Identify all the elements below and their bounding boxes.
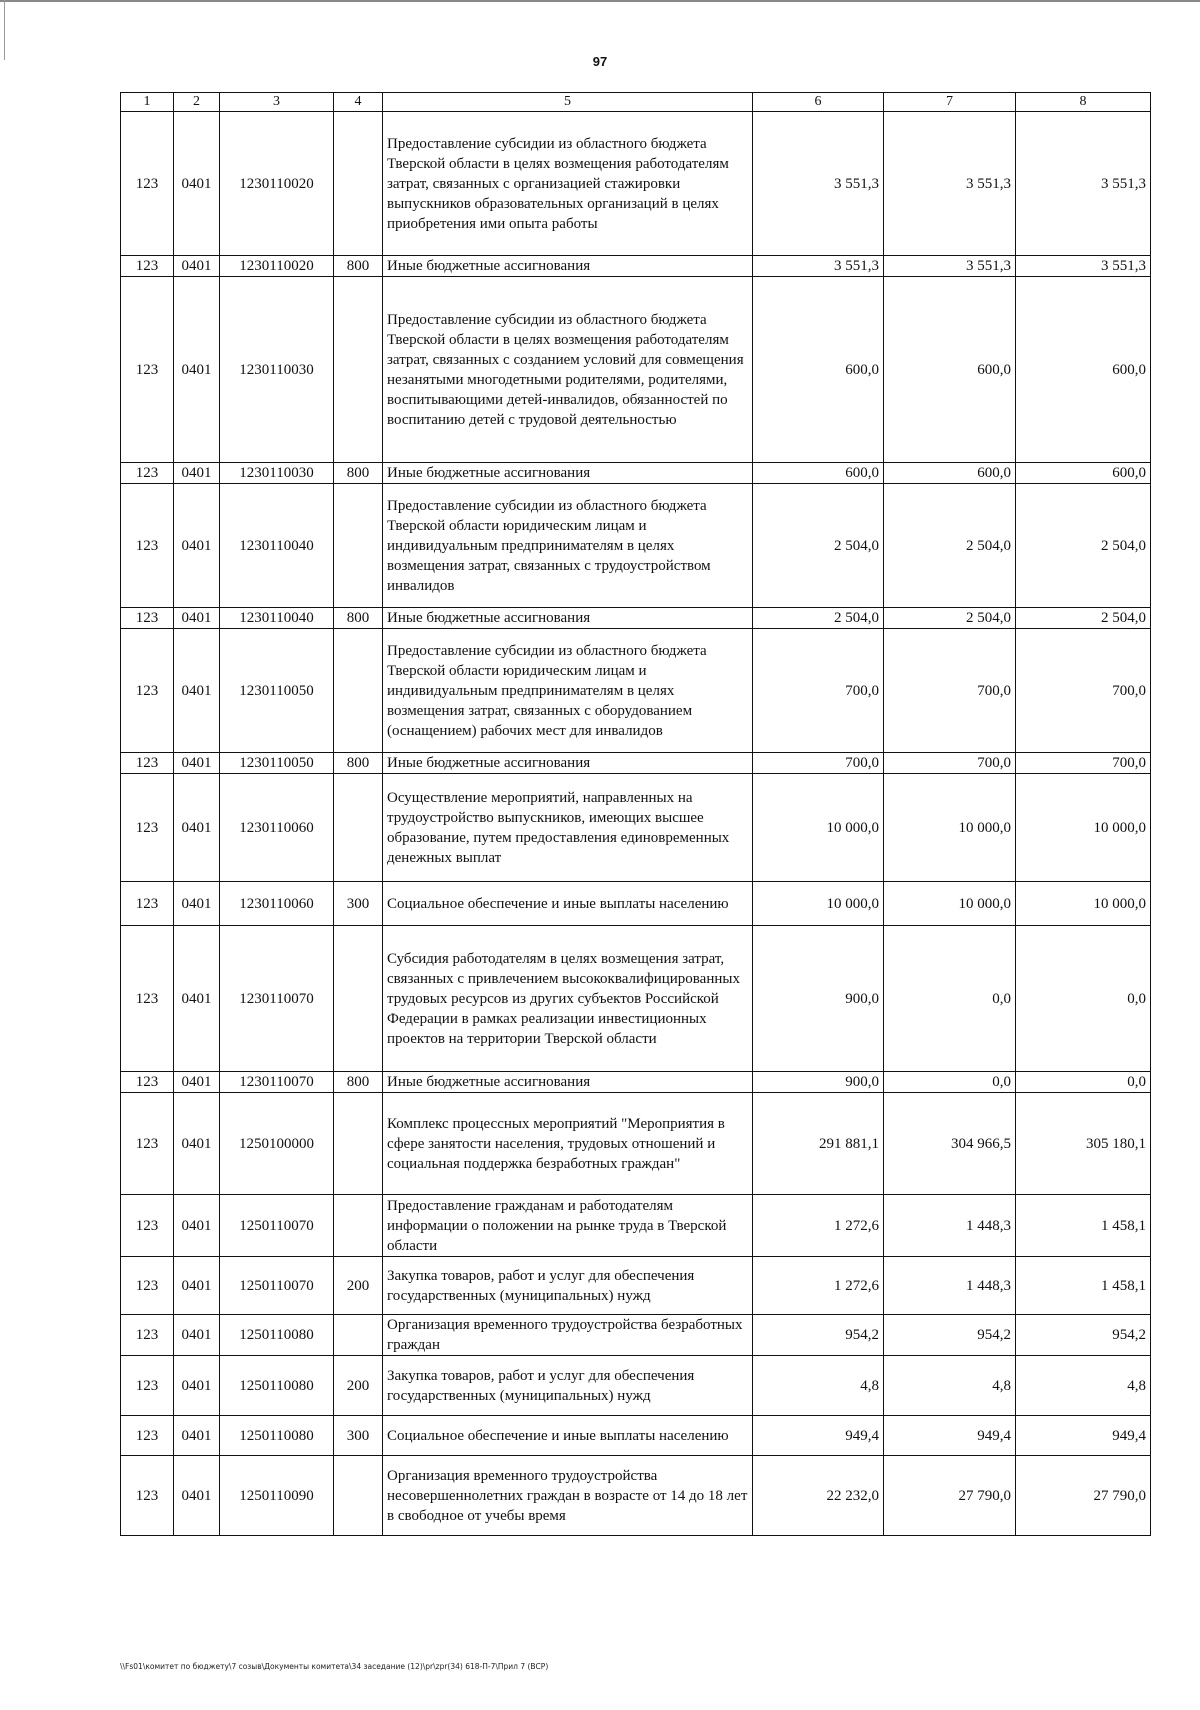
cell-amount-year3: 3 551,3 (1016, 112, 1151, 256)
cell-amount-year2: 600,0 (884, 463, 1016, 484)
cell-expense-type: 800 (334, 463, 383, 484)
cell-amount-year1: 10 000,0 (753, 882, 884, 926)
cell-expense-type (334, 1315, 383, 1356)
cell-amount-year1: 949,4 (753, 1416, 884, 1456)
cell-description: Предоставление субсидии из областного бюджета Тверской области юридическим лицам и индивидуальным предпринимателям в целях возмещения затрат, связанных с трудоустройством инвалидов (383, 484, 753, 608)
cell-target-article: 1230110030 (220, 463, 334, 484)
cell-amount-year2: 3 551,3 (884, 256, 1016, 277)
table-row (121, 608, 1151, 629)
cell-gp: 123 (121, 256, 174, 277)
cell-amount-year3: 949,4 (1016, 1416, 1151, 1456)
cell-amount-year1: 3 551,3 (753, 256, 884, 277)
cell-description: Закупка товаров, работ и услуг для обеспечения государственных (муниципальных) нужд (383, 1356, 753, 1416)
cell-amount-year3: 305 180,1 (1016, 1093, 1151, 1195)
cell-amount-year2: 1 448,3 (884, 1195, 1016, 1257)
cell-target-article: 1230110040 (220, 608, 334, 629)
cell-target-article: 1230110020 (220, 256, 334, 277)
page-number: 97 (592, 54, 608, 69)
cell-amount-year3: 27 790,0 (1016, 1456, 1151, 1536)
cell-gp: 123 (121, 1356, 174, 1416)
cell-gp: 123 (121, 1315, 174, 1356)
cell-expense-type (334, 1093, 383, 1195)
cell-expense-type: 200 (334, 1356, 383, 1416)
cell-gp: 123 (121, 629, 174, 753)
cell-amount-year3: 600,0 (1016, 277, 1151, 463)
cell-amount-year2: 1 448,3 (884, 1257, 1016, 1315)
column-header: 8 (1016, 93, 1151, 112)
cell-amount-year2: 954,2 (884, 1315, 1016, 1356)
cell-amount-year2: 949,4 (884, 1416, 1016, 1456)
cell-amount-year3: 0,0 (1016, 926, 1151, 1072)
footer-file-path: \\Fs01\комитет по бюджету\7 созыв\Документы комитета\34 заседание (12)\pr\zpr(34) 618-П-7\Прил 7 (ВСР) (120, 1662, 549, 1671)
cell-description: Иные бюджетные ассигнования (383, 463, 753, 484)
cell-expense-type: 300 (334, 1416, 383, 1456)
column-header: 2 (174, 93, 220, 112)
cell-description: Закупка товаров, работ и услуг для обеспечения государственных (муниципальных) нужд (383, 1257, 753, 1315)
cell-expense-type (334, 926, 383, 1072)
cell-expense-type: 200 (334, 1257, 383, 1315)
cell-section: 0401 (174, 1195, 220, 1257)
table-row (121, 1093, 1151, 1195)
cell-description: Предоставление субсидии из областного бюджета Тверской области в целях возмещения работодателям затрат, связанных с созданием условий для совмещения незанятыми многодетными родителями, родителями, воспитывающими детей-инвалидов, обязанностей по воспитанию детей с трудовой деятельностью (383, 277, 753, 463)
cell-target-article: 1250110070 (220, 1195, 334, 1257)
table-row (121, 1456, 1151, 1536)
table-row (121, 484, 1151, 608)
cell-description: Субсидия работодателям в целях возмещения затрат, связанных с привлечением высококвалифицированных трудовых ресурсов из других субъектов Российской Федерации в рамках реализации инвестиционных проектов на территории Тверской области (383, 926, 753, 1072)
column-header: 3 (220, 93, 334, 112)
cell-amount-year2: 4,8 (884, 1356, 1016, 1416)
cell-section: 0401 (174, 1257, 220, 1315)
column-header: 1 (121, 93, 174, 112)
cell-target-article: 1250110070 (220, 1257, 334, 1315)
cell-expense-type (334, 1456, 383, 1536)
table-row (121, 1315, 1151, 1356)
cell-amount-year2: 3 551,3 (884, 112, 1016, 256)
cell-section: 0401 (174, 1456, 220, 1536)
scan-top-edge (0, 0, 1200, 2)
cell-gp: 123 (121, 774, 174, 882)
cell-gp: 123 (121, 112, 174, 256)
cell-target-article: 1230110040 (220, 484, 334, 608)
cell-amount-year3: 700,0 (1016, 629, 1151, 753)
cell-target-article: 1230110060 (220, 774, 334, 882)
cell-amount-year1: 4,8 (753, 1356, 884, 1416)
cell-section: 0401 (174, 1356, 220, 1416)
cell-section: 0401 (174, 256, 220, 277)
cell-expense-type (334, 112, 383, 256)
cell-description: Предоставление субсидии из областного бюджета Тверской области юридическим лицам и индивидуальным предпринимателям в целях возмещения затрат, связанных с оборудованием (оснащением) рабочих мест для инвалидов (383, 629, 753, 753)
cell-gp: 123 (121, 926, 174, 1072)
cell-amount-year1: 3 551,3 (753, 112, 884, 256)
column-header: 7 (884, 93, 1016, 112)
cell-gp: 123 (121, 608, 174, 629)
cell-amount-year2: 10 000,0 (884, 882, 1016, 926)
cell-description: Социальное обеспечение и иные выплаты населению (383, 882, 753, 926)
cell-amount-year1: 22 232,0 (753, 1456, 884, 1536)
cell-gp: 123 (121, 1195, 174, 1257)
cell-expense-type (334, 629, 383, 753)
table-row (121, 629, 1151, 753)
cell-description: Социальное обеспечение и иные выплаты населению (383, 1416, 753, 1456)
cell-amount-year3: 10 000,0 (1016, 882, 1151, 926)
cell-amount-year3: 700,0 (1016, 753, 1151, 774)
cell-amount-year3: 3 551,3 (1016, 256, 1151, 277)
cell-expense-type (334, 774, 383, 882)
cell-amount-year3: 1 458,1 (1016, 1195, 1151, 1257)
cell-section: 0401 (174, 926, 220, 1072)
scan-left-edge (4, 0, 5, 60)
table-body (121, 112, 1151, 1536)
cell-expense-type: 800 (334, 753, 383, 774)
cell-amount-year2: 0,0 (884, 926, 1016, 1072)
cell-section: 0401 (174, 882, 220, 926)
table-row (121, 1356, 1151, 1416)
cell-section: 0401 (174, 277, 220, 463)
cell-target-article: 1250110090 (220, 1456, 334, 1536)
cell-gp: 123 (121, 753, 174, 774)
budget-table (120, 92, 1151, 1536)
cell-section: 0401 (174, 753, 220, 774)
cell-target-article: 1230110070 (220, 926, 334, 1072)
table-row (121, 1416, 1151, 1456)
cell-target-article: 1230110060 (220, 882, 334, 926)
cell-amount-year2: 0,0 (884, 1072, 1016, 1093)
cell-description: Предоставление субсидии из областного бюджета Тверской области в целях возмещения работодателям затрат, связанных с организацией стажировки выпускников образовательных организаций в целях приобретения ими опыта работы (383, 112, 753, 256)
cell-amount-year3: 4,8 (1016, 1356, 1151, 1416)
cell-target-article: 1230110030 (220, 277, 334, 463)
cell-amount-year1: 600,0 (753, 463, 884, 484)
cell-amount-year2: 304 966,5 (884, 1093, 1016, 1195)
cell-expense-type (334, 1195, 383, 1257)
cell-amount-year2: 700,0 (884, 629, 1016, 753)
table-row (121, 753, 1151, 774)
table-row (121, 1072, 1151, 1093)
column-header: 6 (753, 93, 884, 112)
column-header: 4 (334, 93, 383, 112)
cell-target-article: 1250100000 (220, 1093, 334, 1195)
cell-amount-year1: 1 272,6 (753, 1257, 884, 1315)
table-row (121, 926, 1151, 1072)
cell-description: Иные бюджетные ассигнования (383, 1072, 753, 1093)
cell-amount-year1: 900,0 (753, 926, 884, 1072)
cell-description: Иные бюджетные ассигнования (383, 753, 753, 774)
cell-target-article: 1230110050 (220, 629, 334, 753)
cell-amount-year2: 700,0 (884, 753, 1016, 774)
table-row (121, 1195, 1151, 1257)
cell-amount-year3: 600,0 (1016, 463, 1151, 484)
cell-target-article: 1230110070 (220, 1072, 334, 1093)
cell-description: Иные бюджетные ассигнования (383, 256, 753, 277)
cell-amount-year3: 10 000,0 (1016, 774, 1151, 882)
cell-section: 0401 (174, 484, 220, 608)
cell-amount-year2: 27 790,0 (884, 1456, 1016, 1536)
table-row (121, 882, 1151, 926)
cell-amount-year1: 2 504,0 (753, 484, 884, 608)
cell-amount-year1: 10 000,0 (753, 774, 884, 882)
cell-amount-year2: 2 504,0 (884, 608, 1016, 629)
cell-section: 0401 (174, 463, 220, 484)
table-row (121, 277, 1151, 463)
cell-expense-type (334, 484, 383, 608)
cell-amount-year2: 2 504,0 (884, 484, 1016, 608)
cell-gp: 123 (121, 484, 174, 608)
cell-expense-type: 800 (334, 1072, 383, 1093)
cell-amount-year3: 2 504,0 (1016, 484, 1151, 608)
cell-gp: 123 (121, 1257, 174, 1315)
table-row (121, 1257, 1151, 1315)
cell-gp: 123 (121, 1072, 174, 1093)
cell-section: 0401 (174, 112, 220, 256)
cell-amount-year1: 2 504,0 (753, 608, 884, 629)
cell-gp: 123 (121, 1456, 174, 1536)
cell-amount-year1: 700,0 (753, 629, 884, 753)
table-row (121, 774, 1151, 882)
table-row (121, 112, 1151, 256)
cell-section: 0401 (174, 1416, 220, 1456)
cell-gp: 123 (121, 463, 174, 484)
cell-description: Иные бюджетные ассигнования (383, 608, 753, 629)
cell-amount-year1: 1 272,6 (753, 1195, 884, 1257)
cell-section: 0401 (174, 1315, 220, 1356)
table-header-row (121, 93, 1151, 112)
cell-amount-year3: 0,0 (1016, 1072, 1151, 1093)
cell-target-article: 1230110020 (220, 112, 334, 256)
cell-amount-year3: 2 504,0 (1016, 608, 1151, 629)
cell-target-article: 1230110050 (220, 753, 334, 774)
cell-section: 0401 (174, 774, 220, 882)
cell-description: Организация временного трудоустройства безработных граждан (383, 1315, 753, 1356)
cell-description: Комплекс процессных мероприятий "Мероприятия в сфере занятости населения, трудовых отношений и социальная поддержка безработных граждан" (383, 1093, 753, 1195)
cell-gp: 123 (121, 277, 174, 463)
cell-target-article: 1250110080 (220, 1356, 334, 1416)
cell-description: Организация временного трудоустройства несовершеннолетних граждан в возрасте от 14 до 18 лет в свободное от учебы время (383, 1456, 753, 1536)
cell-expense-type (334, 277, 383, 463)
cell-amount-year1: 900,0 (753, 1072, 884, 1093)
cell-section: 0401 (174, 608, 220, 629)
cell-amount-year2: 600,0 (884, 277, 1016, 463)
cell-amount-year1: 700,0 (753, 753, 884, 774)
table-row (121, 463, 1151, 484)
cell-gp: 123 (121, 1093, 174, 1195)
cell-target-article: 1250110080 (220, 1416, 334, 1456)
cell-amount-year2: 10 000,0 (884, 774, 1016, 882)
column-header: 5 (383, 93, 753, 112)
cell-section: 0401 (174, 1093, 220, 1195)
cell-section: 0401 (174, 629, 220, 753)
cell-description: Осуществление мероприятий, направленных на трудоустройство выпускников, имеющих высшее образование, путем предоставления единовременных денежных выплат (383, 774, 753, 882)
cell-section: 0401 (174, 1072, 220, 1093)
cell-amount-year3: 954,2 (1016, 1315, 1151, 1356)
cell-amount-year3: 1 458,1 (1016, 1257, 1151, 1315)
cell-expense-type: 800 (334, 256, 383, 277)
cell-expense-type: 300 (334, 882, 383, 926)
cell-amount-year1: 291 881,1 (753, 1093, 884, 1195)
table-row (121, 256, 1151, 277)
cell-description: Предоставление гражданам и работодателям информации о положении на рынке труда в Тверской области (383, 1195, 753, 1257)
cell-expense-type: 800 (334, 608, 383, 629)
cell-gp: 123 (121, 1416, 174, 1456)
cell-gp: 123 (121, 882, 174, 926)
cell-amount-year1: 600,0 (753, 277, 884, 463)
cell-amount-year1: 954,2 (753, 1315, 884, 1356)
cell-target-article: 1250110080 (220, 1315, 334, 1356)
